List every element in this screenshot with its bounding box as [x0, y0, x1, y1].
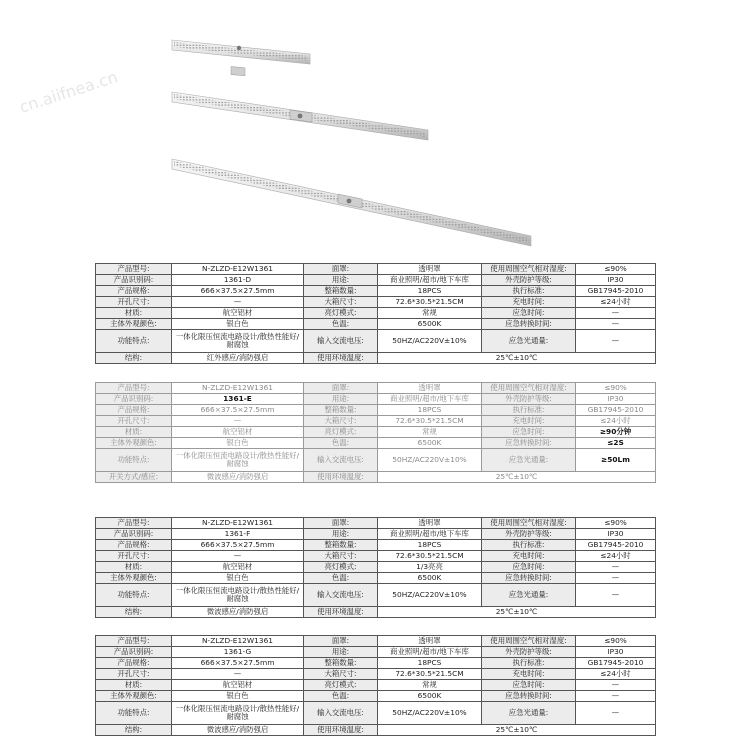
field-label: 亮灯模式:	[304, 562, 378, 573]
table-row-material	[96, 427, 656, 438]
field-value: GB17945-2010	[576, 658, 656, 669]
field-label: 执行标准:	[482, 286, 576, 297]
field-label: 外壳防护等级:	[482, 275, 576, 286]
field-label: 用途:	[304, 647, 378, 658]
product-images	[0, 0, 750, 260]
field-value: 航空铝材	[172, 562, 304, 573]
table-row-spec	[96, 286, 656, 297]
sensor-icon	[347, 199, 352, 204]
field-label: 输入交流电压:	[304, 449, 378, 472]
field-label: 面罩:	[304, 518, 378, 529]
table-row-id-code	[96, 394, 656, 405]
field-value: 透明罩	[378, 383, 482, 394]
field-value: GB17945-2010	[576, 405, 656, 416]
table-row-structure	[96, 725, 656, 736]
field-value: GB17945-2010	[576, 540, 656, 551]
field-value: 透明罩	[378, 518, 482, 529]
table-row-color	[96, 319, 656, 330]
field-label: 输入交流电压:	[304, 702, 378, 725]
field-label: 使用周围空气相对湿度:	[482, 383, 576, 394]
field-value: 商业照明/超市/地下车库	[378, 529, 482, 540]
field-value: 50HZ/AC220V±10%	[378, 584, 482, 607]
table-row-features	[96, 584, 656, 607]
field-value: —	[172, 297, 304, 308]
field-value: ≤24小时	[576, 551, 656, 562]
field-label: 应急光通量:	[482, 449, 576, 472]
field-label: 产品识别码:	[96, 529, 172, 540]
field-label: 应急时间:	[482, 308, 576, 319]
field-label: 结构:	[96, 353, 172, 364]
table-row-color	[96, 691, 656, 702]
field-value: —	[576, 584, 656, 607]
field-value: 常规	[378, 427, 482, 438]
field-value: ≤90%	[576, 383, 656, 394]
table-row-hole-size	[96, 416, 656, 427]
watermark-text: cn.aiifnea.cn	[16, 67, 120, 117]
field-label: 色温:	[304, 319, 378, 330]
field-label: 功能特点:	[96, 702, 172, 725]
field-value: 6500K	[378, 319, 482, 330]
field-value: 50HZ/AC220V±10%	[378, 330, 482, 353]
field-label: 充电时间:	[482, 551, 576, 562]
field-label: 开孔尺寸:	[96, 551, 172, 562]
field-value: 航空铝材	[172, 427, 304, 438]
field-label: 应急光通量:	[482, 584, 576, 607]
field-value: 商业照明/超市/地下车库	[378, 647, 482, 658]
field-value: GB17945-2010	[576, 286, 656, 297]
field-label: 应急转换时间:	[482, 573, 576, 584]
field-value: 18PCS	[378, 286, 482, 297]
field-label: 充电时间:	[482, 297, 576, 308]
table-row-hole-size	[96, 551, 656, 562]
field-value: 微波感应/消防强启	[172, 725, 304, 736]
field-label: 产品识别码:	[96, 394, 172, 405]
field-label: 应急转换时间:	[482, 691, 576, 702]
field-value: —	[172, 551, 304, 562]
sensor-icon	[298, 114, 303, 119]
field-label: 大箱尺寸:	[304, 669, 378, 680]
light-bar-short	[172, 40, 310, 76]
field-label: 主体外观颜色:	[96, 438, 172, 449]
field-label: 开关方式/感应:	[96, 472, 172, 483]
field-value: 72.6*30.5*21.5CM	[378, 669, 482, 680]
field-value: N-ZLZD-E12W1361	[172, 518, 304, 529]
field-value: N-ZLZD-E12W1361	[172, 264, 304, 275]
field-label: 主体外观颜色:	[96, 319, 172, 330]
light-bar-long	[172, 159, 531, 246]
field-label: 开孔尺寸:	[96, 297, 172, 308]
field-value: 一体化限压恒流电路设计/散热性能好/耐腐蚀	[172, 330, 304, 353]
field-label: 应急转换时间:	[482, 438, 576, 449]
table-row-spec	[96, 658, 656, 669]
field-value: —	[172, 669, 304, 680]
field-value: ≤90%	[576, 518, 656, 529]
spec-table-1361-g	[95, 635, 656, 736]
field-value: 一体化限压恒流电路设计/散热性能好/耐腐蚀	[172, 702, 304, 725]
field-label: 产品识别码:	[96, 647, 172, 658]
field-value: 商业照明/超市/地下车库	[378, 394, 482, 405]
field-label: 面罩:	[304, 383, 378, 394]
field-label: 材质:	[96, 427, 172, 438]
field-value: N-ZLZD-E12W1361	[172, 636, 304, 647]
field-label: 产品规格:	[96, 540, 172, 551]
field-label: 整箱数量:	[304, 405, 378, 416]
field-label: 功能特点:	[96, 584, 172, 607]
field-label: 亮灯模式:	[304, 427, 378, 438]
field-value: 航空铝材	[172, 308, 304, 319]
field-label: 面罩:	[304, 264, 378, 275]
table-row-id-code	[96, 275, 656, 286]
field-value: 72.6*30.5*21.5CM	[378, 551, 482, 562]
field-label: 色温:	[304, 438, 378, 449]
field-label: 结构:	[96, 607, 172, 618]
field-value: 666×37.5×27.5mm	[172, 658, 304, 669]
field-value: 透明罩	[378, 636, 482, 647]
field-label: 材质:	[96, 680, 172, 691]
field-label: 产品型号:	[96, 518, 172, 529]
field-label: 使用环境温度:	[304, 472, 378, 483]
field-value: ≤2S	[576, 438, 656, 449]
field-label: 主体外观颜色:	[96, 691, 172, 702]
field-label: 产品型号:	[96, 636, 172, 647]
table-row-model	[96, 383, 656, 394]
table-row-features	[96, 330, 656, 353]
field-value: —	[576, 691, 656, 702]
field-label: 产品规格:	[96, 405, 172, 416]
table-row-hole-size	[96, 297, 656, 308]
table-row-features	[96, 702, 656, 725]
table-row-material	[96, 680, 656, 691]
field-value: —	[576, 308, 656, 319]
field-label: 亮灯模式:	[304, 308, 378, 319]
field-label: 面罩:	[304, 636, 378, 647]
field-value: 50HZ/AC220V±10%	[378, 449, 482, 472]
field-label: 应急时间:	[482, 562, 576, 573]
field-label: 应急光通量:	[482, 702, 576, 725]
field-label: 使用环境温度:	[304, 607, 378, 618]
table-row-id-code	[96, 529, 656, 540]
field-label: 主体外观颜色:	[96, 573, 172, 584]
field-label: 大箱尺寸:	[304, 551, 378, 562]
field-label: 开孔尺寸:	[96, 669, 172, 680]
field-value: 6500K	[378, 438, 482, 449]
field-value: 常规	[378, 680, 482, 691]
field-value: 一体化限压恒流电路设计/散热性能好/耐腐蚀	[172, 584, 304, 607]
table-row-hole-size	[96, 669, 656, 680]
field-label: 充电时间:	[482, 669, 576, 680]
field-value: 银白色	[172, 691, 304, 702]
field-label: 外壳防护等级:	[482, 529, 576, 540]
table-row-spec	[96, 405, 656, 416]
field-value: 一体化限压恒流电路设计/散热性能好/耐腐蚀	[172, 449, 304, 472]
field-label: 执行标准:	[482, 540, 576, 551]
field-value: —	[172, 416, 304, 427]
field-value: 6500K	[378, 691, 482, 702]
field-value: 1361-E	[172, 394, 304, 405]
field-value: —	[576, 319, 656, 330]
table-row-model	[96, 636, 656, 647]
field-value: 25℃±10℃	[378, 353, 656, 364]
light-bar-medium	[172, 92, 428, 140]
field-value: 微波感应/消防强启	[172, 472, 304, 483]
table-row-material	[96, 308, 656, 319]
field-value: 25℃±10℃	[378, 607, 656, 618]
field-label: 亮灯模式:	[304, 680, 378, 691]
field-value: ≤24小时	[576, 297, 656, 308]
field-label: 外壳防护等级:	[482, 394, 576, 405]
table-row-structure	[96, 472, 656, 483]
field-label: 大箱尺寸:	[304, 416, 378, 427]
field-label: 材质:	[96, 562, 172, 573]
field-value: 72.6*30.5*21.5CM	[378, 416, 482, 427]
field-value: ≥50Lm	[576, 449, 656, 472]
field-value: 1361-F	[172, 529, 304, 540]
field-label: 材质:	[96, 308, 172, 319]
field-value: 666×37.5×27.5mm	[172, 286, 304, 297]
field-label: 输入交流电压:	[304, 330, 378, 353]
field-value: ≤90%	[576, 636, 656, 647]
table-row-features	[96, 449, 656, 472]
field-value: 25℃±10℃	[378, 472, 656, 483]
field-label: 使用环境温度:	[304, 725, 378, 736]
field-label: 外壳防护等级:	[482, 647, 576, 658]
field-value: 银白色	[172, 573, 304, 584]
field-value: 银白色	[172, 438, 304, 449]
field-value: 18PCS	[378, 658, 482, 669]
field-value: ≤24小时	[576, 416, 656, 427]
field-label: 使用周围空气相对湿度:	[482, 264, 576, 275]
table-row-model	[96, 264, 656, 275]
field-label: 应急光通量:	[482, 330, 576, 353]
field-label: 使用周围空气相对湿度:	[482, 518, 576, 529]
field-value: 18PCS	[378, 540, 482, 551]
field-label: 产品识别码:	[96, 275, 172, 286]
field-label: 充电时间:	[482, 416, 576, 427]
field-label: 应急时间:	[482, 427, 576, 438]
field-value: ≤24小时	[576, 669, 656, 680]
field-value: IP30	[576, 529, 656, 540]
table-row-structure	[96, 607, 656, 618]
field-value: 18PCS	[378, 405, 482, 416]
field-value: N-ZLZD-E12W1361	[172, 383, 304, 394]
field-value: IP30	[576, 394, 656, 405]
field-value: 6500K	[378, 573, 482, 584]
field-label: 整箱数量:	[304, 286, 378, 297]
field-label: 用途:	[304, 275, 378, 286]
table-row-id-code	[96, 647, 656, 658]
field-value: 航空铝材	[172, 680, 304, 691]
field-label: 产品规格:	[96, 286, 172, 297]
field-value: 50HZ/AC220V±10%	[378, 702, 482, 725]
table-row-material	[96, 562, 656, 573]
field-value: IP30	[576, 647, 656, 658]
field-value: —	[576, 702, 656, 725]
field-label: 整箱数量:	[304, 540, 378, 551]
field-label: 大箱尺寸:	[304, 297, 378, 308]
watermark	[17, 67, 120, 117]
field-value: —	[576, 573, 656, 584]
field-value: IP30	[576, 275, 656, 286]
field-label: 输入交流电压:	[304, 584, 378, 607]
field-label: 执行标准:	[482, 405, 576, 416]
field-label: 整箱数量:	[304, 658, 378, 669]
field-value: 25℃±10℃	[378, 725, 656, 736]
field-value: 透明罩	[378, 264, 482, 275]
field-label: 使用周围空气相对湿度:	[482, 636, 576, 647]
field-value: —	[576, 562, 656, 573]
field-label: 色温:	[304, 691, 378, 702]
field-value: 银白色	[172, 319, 304, 330]
field-value: —	[576, 680, 656, 691]
field-value: 1361-G	[172, 647, 304, 658]
table-row-color	[96, 438, 656, 449]
field-value: 红外感应/消防强启	[172, 353, 304, 364]
field-label: 使用环境温度:	[304, 353, 378, 364]
field-label: 产品型号:	[96, 264, 172, 275]
field-label: 功能特点:	[96, 330, 172, 353]
spec-table-1361-e	[95, 382, 656, 483]
table-row-spec	[96, 540, 656, 551]
field-label: 开孔尺寸:	[96, 416, 172, 427]
field-value: 1361-D	[172, 275, 304, 286]
table-row-color	[96, 573, 656, 584]
field-value: 72.6*30.5*21.5CM	[378, 297, 482, 308]
field-value: 666×37.5×27.5mm	[172, 405, 304, 416]
table-row-structure	[96, 353, 656, 364]
field-value: 666×37.5×27.5mm	[172, 540, 304, 551]
field-value: —	[576, 330, 656, 353]
field-label: 应急时间:	[482, 680, 576, 691]
field-label: 用途:	[304, 529, 378, 540]
field-label: 结构:	[96, 725, 172, 736]
spec-table-1361-f	[95, 517, 656, 618]
field-value: 微波感应/消防强启	[172, 607, 304, 618]
table-row-model	[96, 518, 656, 529]
field-label: 产品型号:	[96, 383, 172, 394]
field-value: 1/3亮亮	[378, 562, 482, 573]
field-label: 功能特点:	[96, 449, 172, 472]
field-value: 常规	[378, 308, 482, 319]
sensor-icon	[237, 46, 241, 50]
field-label: 产品规格:	[96, 658, 172, 669]
field-label: 应急转换时间:	[482, 319, 576, 330]
field-label: 执行标准:	[482, 658, 576, 669]
field-value: ≥90分钟	[576, 427, 656, 438]
spec-table-1361-d	[95, 263, 656, 364]
field-label: 用途:	[304, 394, 378, 405]
field-value: ≤90%	[576, 264, 656, 275]
field-label: 色温:	[304, 573, 378, 584]
field-value: 商业照明/超市/地下车库	[378, 275, 482, 286]
